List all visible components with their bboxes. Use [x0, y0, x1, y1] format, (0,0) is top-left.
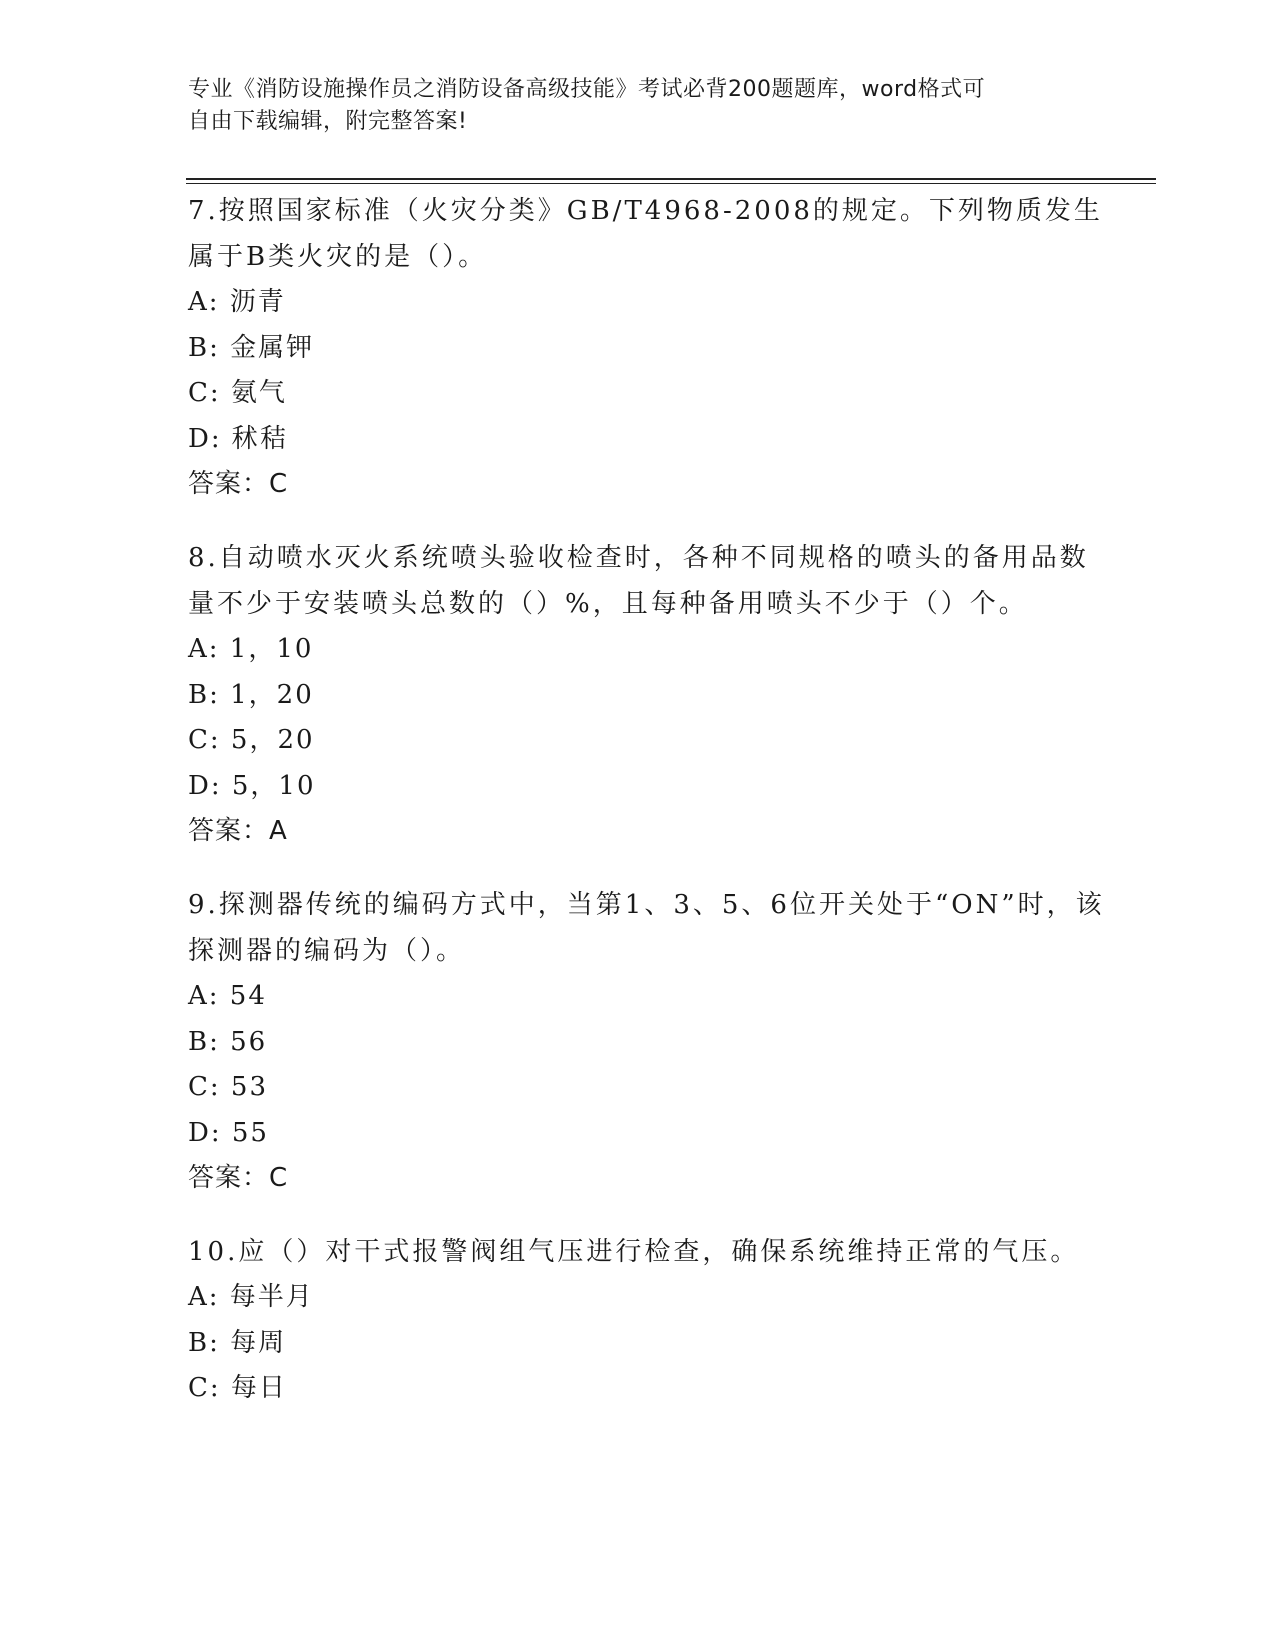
option-b: B: 1，20 — [188, 679, 314, 710]
option-d: D: 5，10 — [188, 770, 316, 801]
question-text: 8.自动喷水灭火系统喷头验收检查时，各种不同规格的喷头的备用品数量不少于安装喷头总数的（）%，且每种备用喷头不少于（）个。 — [188, 543, 1089, 619]
document-header — [188, 74, 1068, 138]
question-10 — [188, 1229, 1108, 1412]
question-8 — [188, 535, 1108, 854]
question-text: 9.探测器传统的编码方式中，当第1、3、5、6位开关处于“ON”时，该探测器的编码为（）。 — [188, 890, 1105, 966]
question-text: 10.应（）对干式报警阀组气压进行检查，确保系统维持正常的气压。 — [188, 1237, 1080, 1267]
option-c: C: 每日 — [188, 1373, 287, 1403]
option-d: D: 秫秸 — [188, 423, 288, 454]
option-c: C: 氨气 — [188, 378, 287, 408]
answer: 答案：C — [188, 469, 289, 499]
question-list — [188, 188, 1108, 1440]
question-9 — [188, 882, 1108, 1201]
option-b: B: 金属钾 — [188, 332, 315, 363]
header-line-1: 专业《消防设施操作员之消防设备高级技能》考试必背200题题库，word格式可 — [188, 77, 986, 102]
option-b: B: 56 — [188, 1026, 268, 1057]
question-7 — [188, 188, 1108, 507]
header-line-2: 自由下载编辑，附完整答案! — [188, 109, 468, 134]
header-divider-thick — [186, 178, 1156, 180]
option-d: D: 55 — [188, 1117, 269, 1148]
option-a: A: 每半月 — [188, 1282, 314, 1312]
option-c: C: 53 — [188, 1072, 269, 1102]
option-b: B: 每周 — [188, 1327, 287, 1358]
option-a: A: 54 — [188, 981, 267, 1011]
option-c: C: 5，20 — [188, 725, 315, 755]
option-a: A: 1，10 — [188, 634, 314, 664]
answer: 答案：C — [188, 1163, 289, 1193]
question-text: 7.按照国家标准（火灾分类》GB/T4968-2008的规定。下列物质发生属于B类火灾的是（）。 — [188, 196, 1103, 272]
header-divider-thin — [186, 183, 1156, 184]
answer: 答案：A — [188, 816, 288, 846]
option-a: A: 沥青 — [188, 287, 286, 317]
